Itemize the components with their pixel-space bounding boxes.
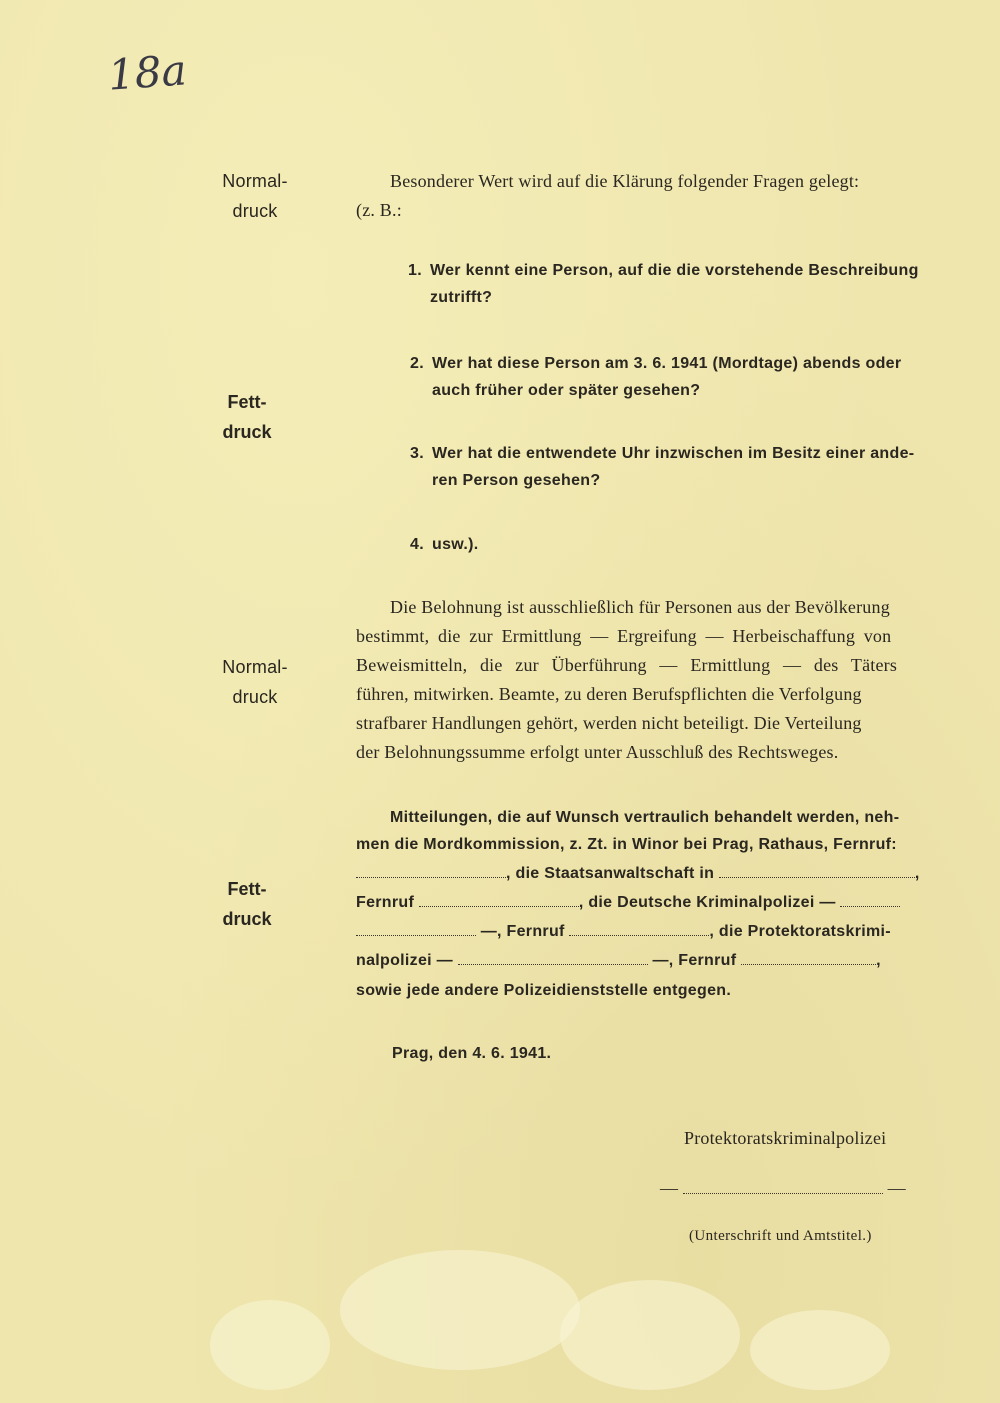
paper-stain: [560, 1280, 740, 1390]
margin-label-fett-1: Fett- druck: [222, 392, 272, 442]
paper-stain: [750, 1310, 890, 1390]
blank-fill-line: [458, 950, 648, 965]
blank-fill-line: [356, 863, 506, 878]
signature-line: — —: [660, 1178, 906, 1198]
blank-fill-line: [419, 892, 579, 907]
contact-line-3: , die Staatsanwaltschaft in ,: [356, 859, 920, 888]
question-1-line-2: zutrifft?: [430, 289, 493, 306]
reward-line-5: strafbarer Handlungen gehört, werden nicht beteiligt. Die Verteilung: [356, 713, 862, 733]
paper-stain: [210, 1300, 330, 1390]
reward-line-1: Die Belohnung ist ausschließlich für Personen aus der Bevölkerung: [390, 597, 890, 617]
question-3-line-2: ren Person gesehen?: [432, 472, 601, 489]
question-4-number: 4.: [410, 536, 424, 553]
reward-line-3: Beweismitteln, die zur Überführung — Ermittlung — des Täters: [356, 655, 898, 675]
signature-authority: Protektoratskriminalpolizei: [684, 1128, 887, 1148]
question-2-number: 2.: [410, 355, 424, 372]
question-3-number: 3.: [410, 445, 424, 462]
reward-line-2: bestimmt, die zur Ermittlung — Ergreifung — Herbeischaffung von: [356, 626, 892, 646]
blank-fill-line: [356, 921, 476, 936]
question-2-line-1: Wer hat diese Person am 3. 6. 1941 (Mordtage) abends oder: [432, 355, 902, 372]
question-2-line-2: auch früher oder später gesehen?: [432, 382, 701, 399]
blank-fill-line: [840, 892, 900, 907]
intro-line-2: (z. B.:: [356, 200, 402, 220]
contact-line-2: men die Mordkommission, z. Zt. in Winor bei Prag, Rathaus, Fernruf:: [356, 836, 897, 853]
question-4-line-1: usw.).: [432, 536, 479, 553]
question-3-line-1: Wer hat die entwendete Uhr inzwischen im Besitz einer ande-: [432, 445, 915, 462]
contact-line-4: Fernruf , die Deutsche Kriminalpolizei —: [356, 888, 900, 917]
contact-line-7: sowie jede andere Polizeidienststelle entgegen.: [356, 982, 732, 999]
margin-label-normal-2: Normal- druck: [222, 657, 288, 707]
contact-line-1: Mitteilungen, die auf Wunsch vertraulich behandelt werden, neh-: [390, 809, 900, 826]
signature-caption: (Unterschrift und Amtstitel.): [689, 1228, 872, 1244]
reward-line-4: führen, mitwirken. Beamte, zu deren Berufspflichten die Verfolgung: [356, 684, 862, 704]
signature-fill-line: [683, 1179, 883, 1194]
blank-fill-line: [719, 863, 915, 878]
question-1-line-1: Wer kennt eine Person, auf die die vorstehende Beschreibung: [430, 262, 919, 279]
question-1-number: 1.: [408, 262, 422, 279]
contact-line-5: —, Fernruf , die Protektoratskrimi-: [356, 917, 891, 946]
margin-label-normal-1: Normal- druck: [222, 171, 288, 221]
margin-label-fett-2: Fett- druck: [222, 879, 272, 929]
blank-fill-line: [569, 921, 709, 936]
contact-line-6: nalpolizei — —, Fernruf ,: [356, 952, 881, 969]
paper-stain: [340, 1250, 580, 1370]
handwritten-page-number: 18a: [106, 45, 189, 100]
intro-line-1: Besonderer Wert wird auf die Klärung folgender Fragen gelegt:: [390, 171, 860, 191]
place-date: Prag, den 4. 6. 1941.: [392, 1045, 552, 1062]
reward-line-6: der Belohnungssumme erfolgt unter Ausschluß des Rechtsweges.: [356, 742, 839, 762]
blank-fill-line: [741, 950, 876, 965]
